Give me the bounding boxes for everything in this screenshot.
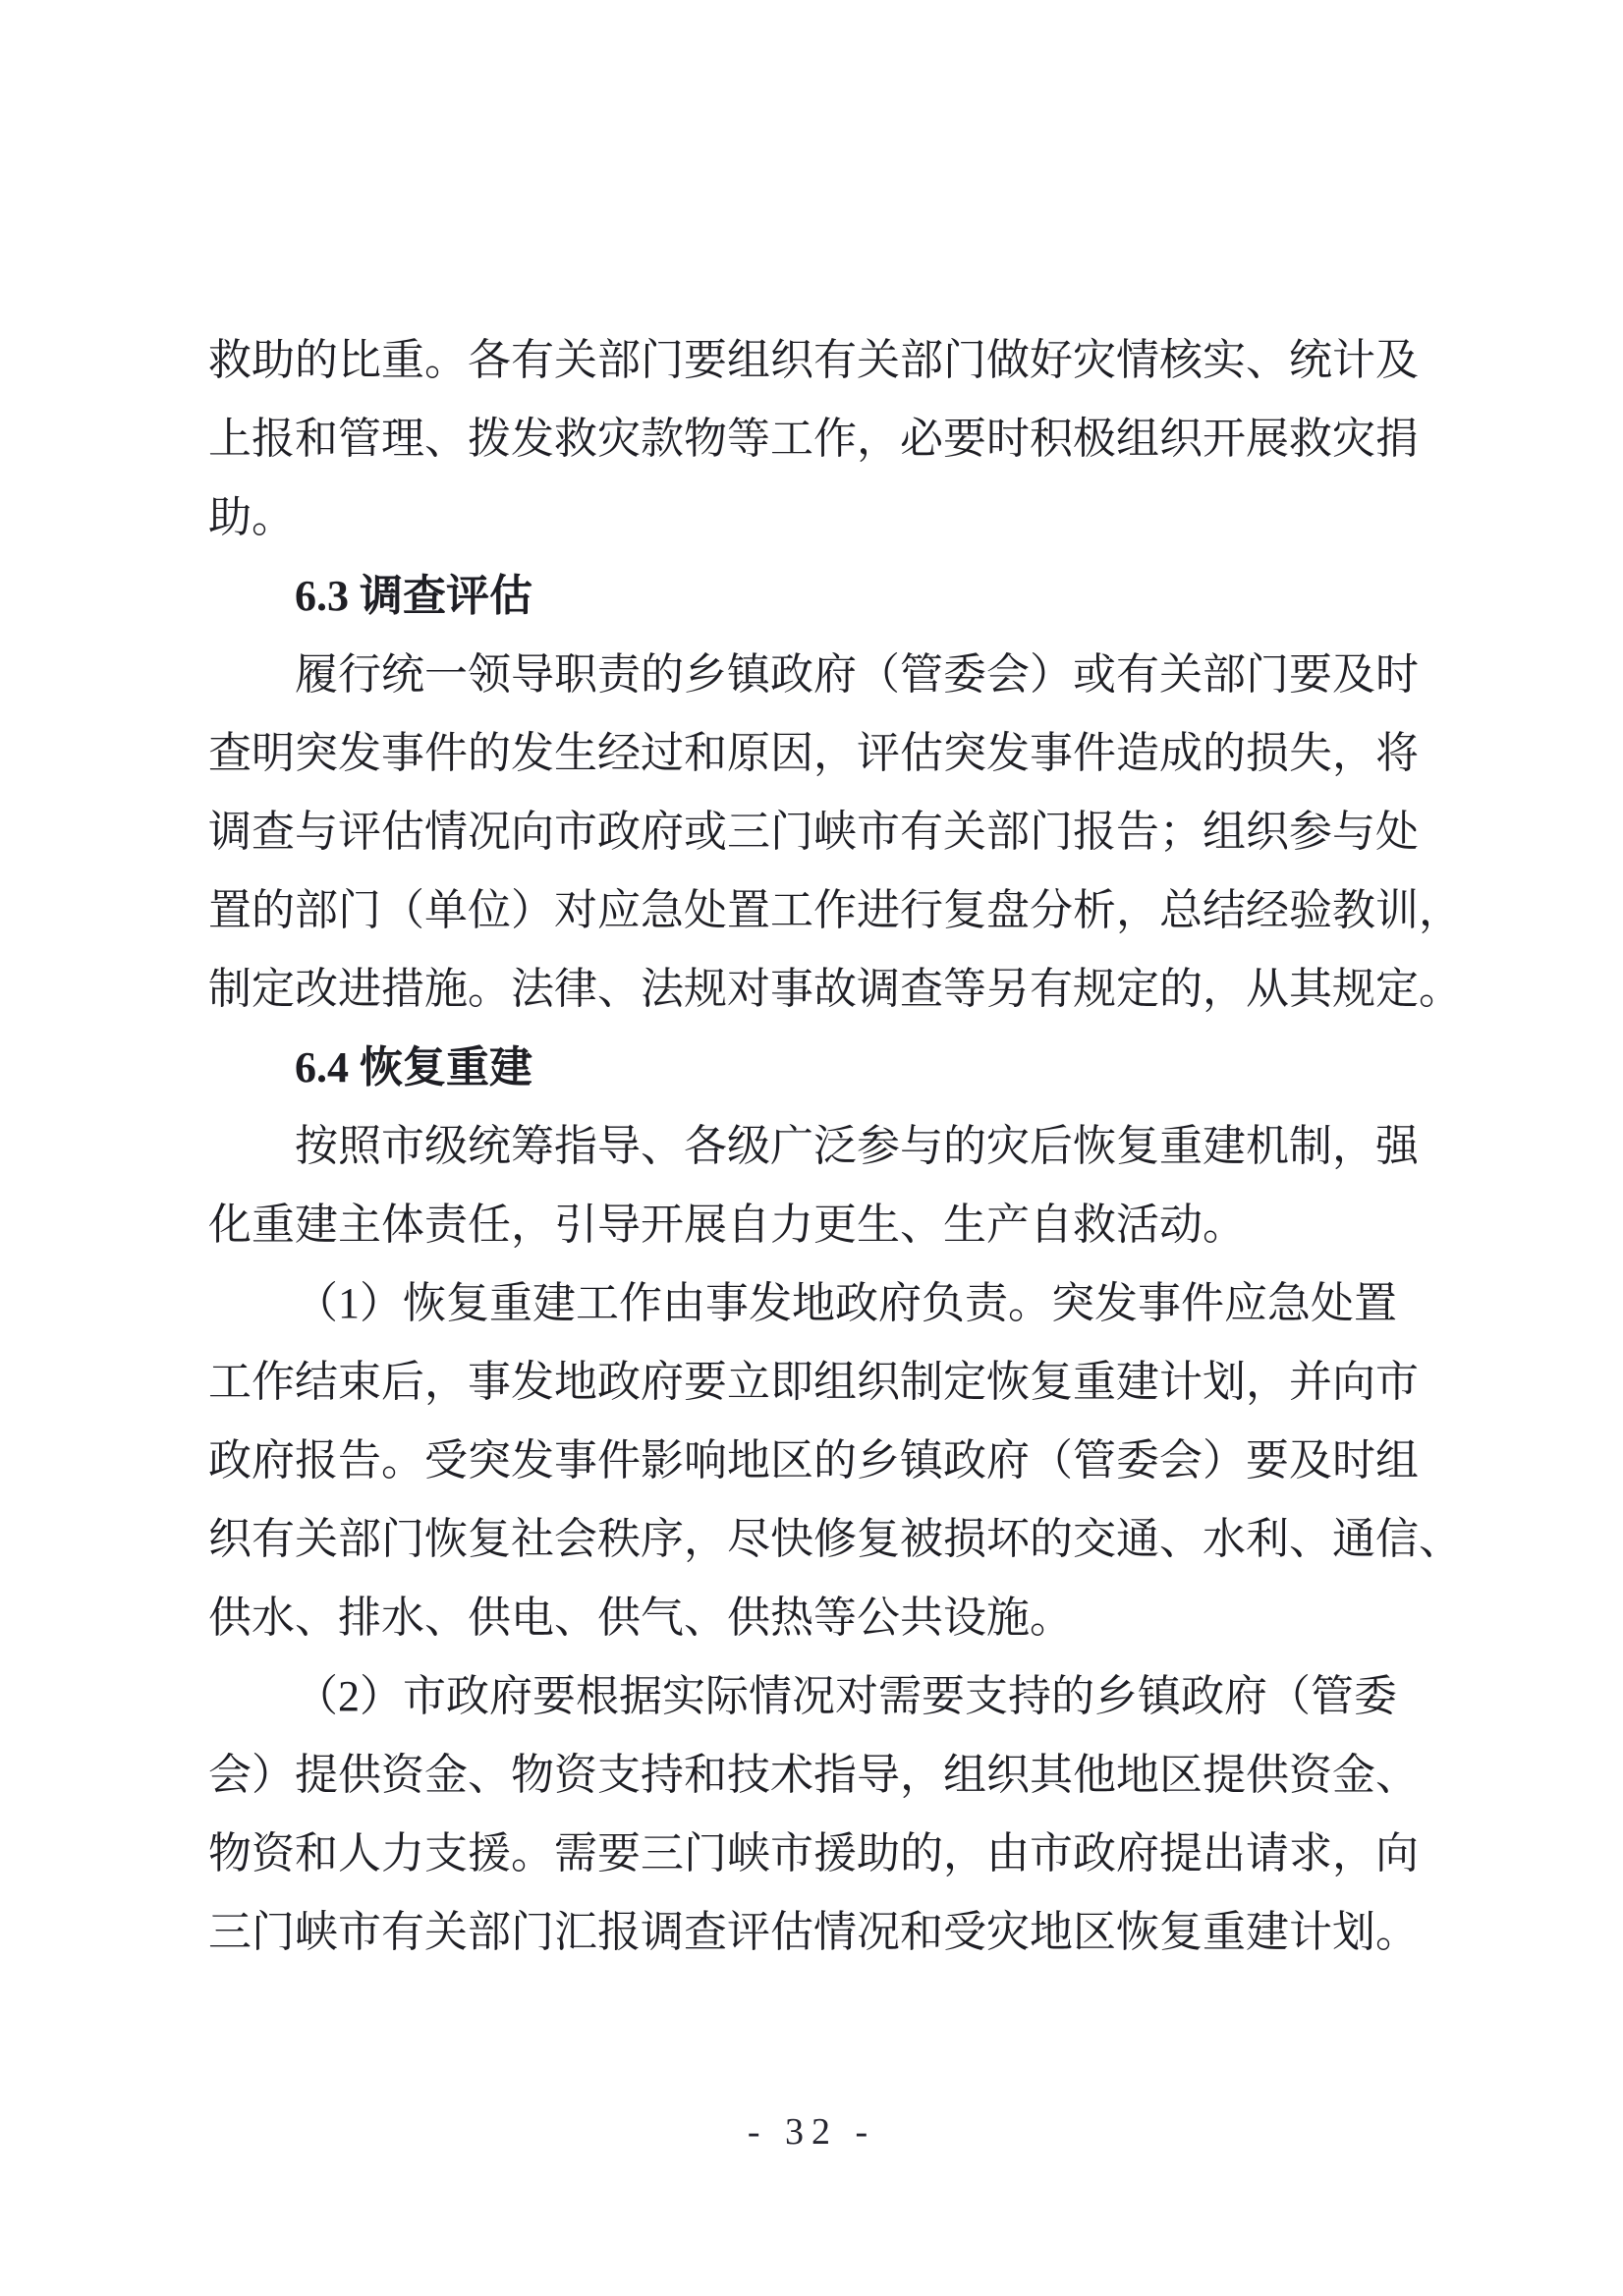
text-line: 会）提供资金、物资支持和技术指导，组织其他地区提供资金、: [208, 1751, 1419, 1799]
section-heading-6-4: 6.4 恢复重建: [295, 1043, 532, 1092]
text-line: （2）市政府要根据实际情况对需要支持的乡镇政府（管委: [295, 1672, 1397, 1720]
text-line: 调查与评估情况向市政府或三门峡市有关部门报告；组织参与处: [208, 808, 1419, 856]
text-line: 供水、排水、供电、供气、供热等公共设施。: [208, 1594, 1073, 1642]
text-line: 上报和管理、拨发救灾款物等工作，必要时积极组织开展救灾捐: [208, 415, 1419, 463]
page-number: - 32 -: [747, 2111, 876, 2153]
text-line: 置的部门（单位）对应急处置工作进行复盘分析，总结经验教训，: [208, 886, 1462, 934]
text-line: 按照市级统筹指导、各级广泛参与的灾后恢复重建机制，强: [295, 1122, 1419, 1170]
text-line: 三门峡市有关部门汇报调查评估情况和受灾地区恢复重建计划。: [208, 1908, 1419, 1956]
text-line: 救助的比重。各有关部门要组织有关部门做好灾情核实、统计及: [208, 336, 1419, 384]
document-body: [208, 321, 1462, 1972]
text-line: 政府报告。受突发事件影响地区的乡镇政府（管委会）要及时组: [208, 1436, 1419, 1484]
text-line: 查明突发事件的发生经过和原因，评估突发事件造成的损失，将: [208, 729, 1419, 777]
text-line: 制定改进措施。法律、法规对事故调查等另有规定的，从其规定。: [208, 965, 1462, 1013]
text-line: （1）恢复重建工作由事发地政府负责。突发事件应急处置: [295, 1279, 1397, 1327]
text-line: 物资和人力支援。需要三门峡市援助的，由市政府提出请求，向: [208, 1829, 1419, 1877]
text-line: 助。: [208, 493, 295, 541]
text-line: 织有关部门恢复社会秩序，尽快修复被损坏的交通、水利、通信、: [208, 1515, 1462, 1563]
section-heading-6-3: 6.3 调查评估: [295, 572, 532, 620]
text-line: 履行统一领导职责的乡镇政府（管委会）或有关部门要及时: [295, 650, 1419, 699]
text-line: 化重建主体责任，引导开展自力更生、生产自救活动。: [208, 1201, 1246, 1249]
text-line: 工作结束后，事发地政府要立即组织制定恢复重建计划，并向市: [208, 1358, 1419, 1406]
